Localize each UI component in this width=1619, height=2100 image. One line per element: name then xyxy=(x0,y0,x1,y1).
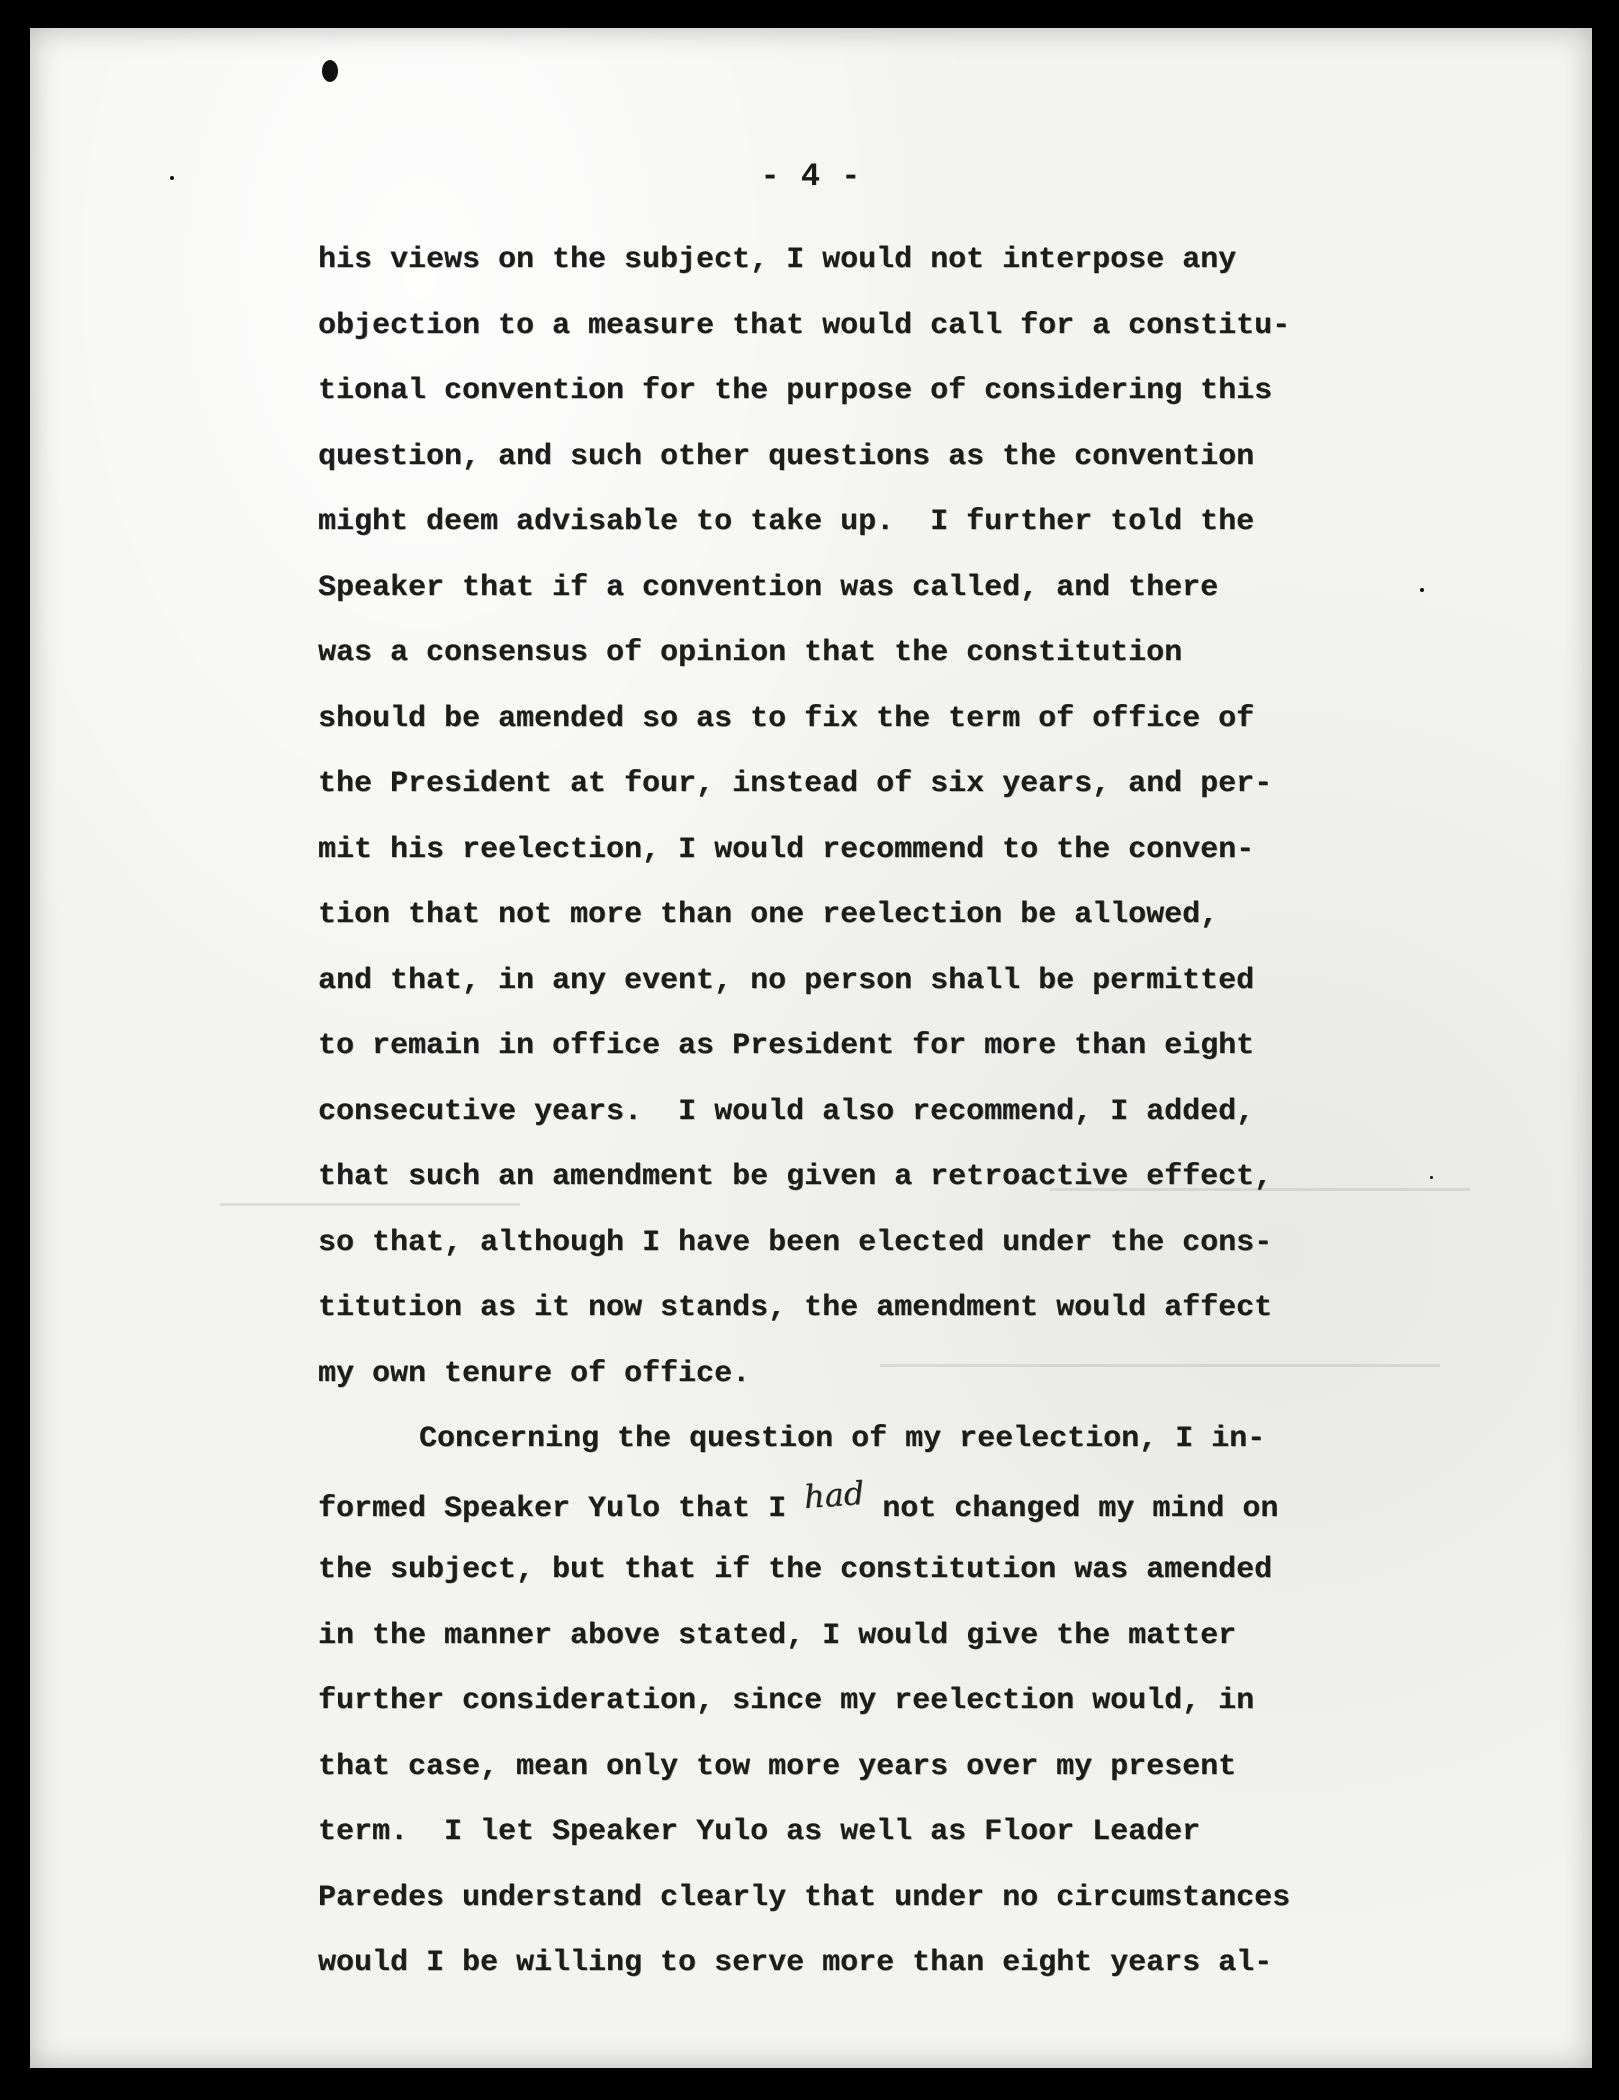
text-line: might deem advisable to take up. I further told the xyxy=(318,505,1255,539)
page-number: - 4 - xyxy=(760,158,862,195)
text-line: that case, mean only tow more years over my present xyxy=(318,1749,1237,1784)
text-line: the subject, but that if the constitution was amended xyxy=(318,1553,1273,1587)
text-line xyxy=(318,1473,1438,1539)
text-line: objection to a measure that would call for a constitu- xyxy=(318,308,1291,343)
text-line: term. I let Speaker Yulo as well as Floor Leader xyxy=(318,1815,1201,1849)
text-line: was a consensus of opinion that the constitution xyxy=(318,636,1183,670)
text-line: tion that not more than one reelection be allowed, xyxy=(318,898,1219,932)
text-line: would I be willing to serve more than eight years al- xyxy=(318,1946,1273,1980)
text-line: to remain in office as President for more than eight xyxy=(318,1029,1255,1063)
text-line: consecutive years. I would also recommend, I added, xyxy=(318,1094,1255,1129)
text-line: Paredes understand clearly that under no circumstances xyxy=(318,1880,1291,1915)
text-line: question, and such other questions as the convention xyxy=(318,439,1255,474)
ink-speck xyxy=(322,60,338,82)
text-line: the President at four, instead of six years, and per- xyxy=(318,767,1273,801)
text-line: Concerning the question of my reelection, I in- xyxy=(419,1422,1266,1456)
text-line: and that, in any event, no person shall be permitted xyxy=(318,963,1255,998)
text-segment: not changed my mind on xyxy=(864,1491,1279,1526)
text-line: should be amended so as to fix the term of office of xyxy=(318,701,1255,736)
paragraph-1 xyxy=(318,228,1438,1407)
text-line: in the manner above stated, I would give the matter xyxy=(318,1618,1237,1653)
text-line: my own tenure of office. xyxy=(318,1356,751,1391)
text-line: his views on the subject, I would not interpose any xyxy=(318,243,1237,277)
letter-body xyxy=(318,228,1438,1997)
handwritten-correction: had xyxy=(802,1473,866,1516)
text-line: further consideration, since my reelection would, in xyxy=(318,1684,1255,1718)
text-line: Speaker that if a convention was called, and there xyxy=(318,570,1219,605)
text-line: that such an amendment be given a retroactive effect, xyxy=(318,1160,1273,1194)
text-line: so that, although I have been elected under the cons- xyxy=(318,1225,1273,1260)
text-line: mit his reelection, I would recommend to the conven- xyxy=(318,832,1255,867)
paragraph-2 xyxy=(318,1407,1438,1997)
text-line: tional convention for the purpose of considering this xyxy=(318,374,1273,408)
text-line: titution as it now stands, the amendment would affect xyxy=(318,1291,1273,1325)
text-segment: formed Speaker Yulo that I xyxy=(318,1491,805,1526)
